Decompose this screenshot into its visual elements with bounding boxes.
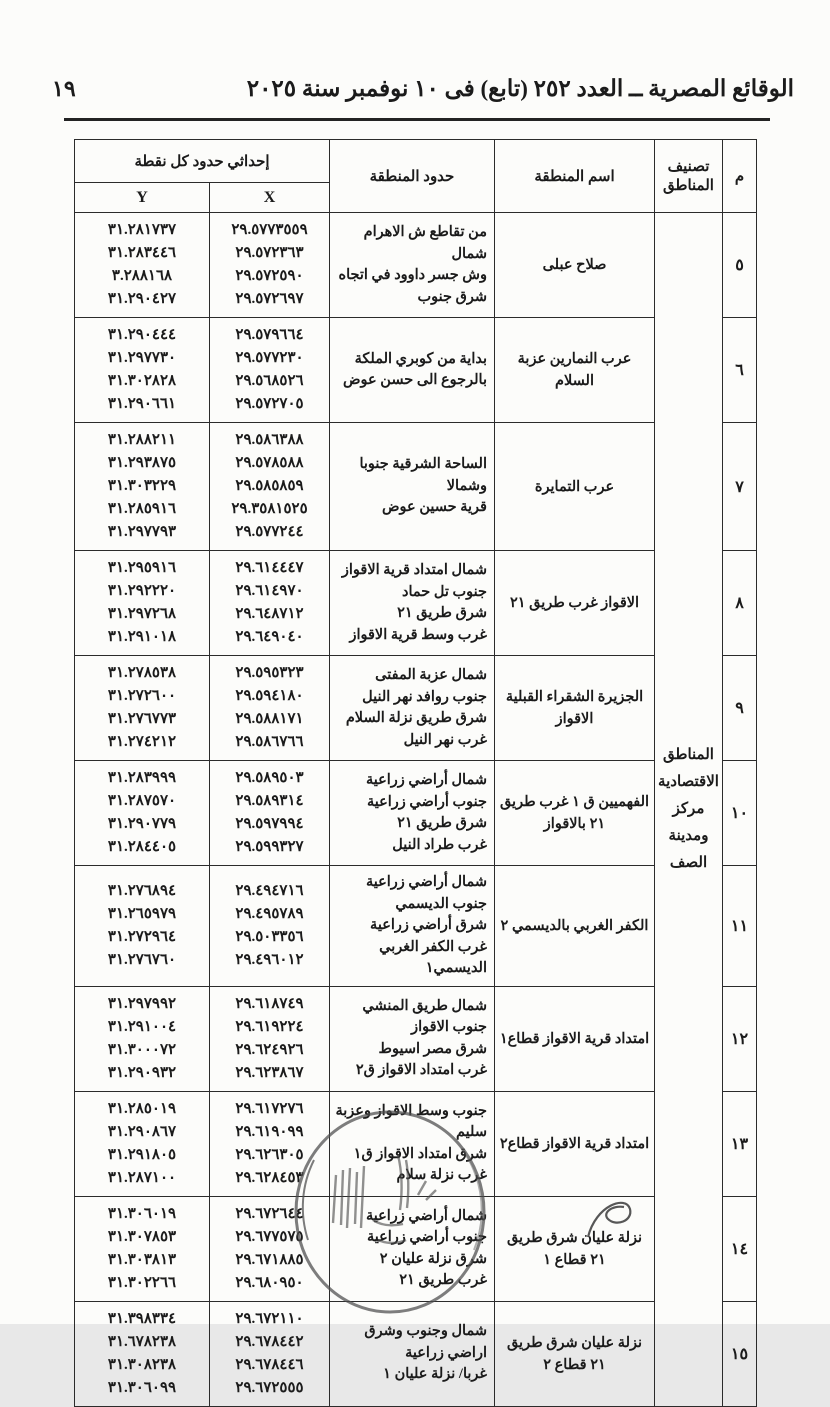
area-name-cell: امتداد قرية الاقواز قطاع٢ [495, 1091, 655, 1196]
boundaries-cell [330, 986, 495, 1091]
col-header-classification: تصنيف المناطق [655, 140, 723, 213]
area-name-cell: الاقواز غرب طريق ٢١ [495, 551, 655, 656]
coord-line: ٢٩.٦٧٨٤٤٢ [235, 1333, 304, 1350]
coord-line: ٣١.٢٩٠٤٢٧ [107, 291, 177, 307]
coord-line: ٣١.٢٩٥٩١٦ [107, 560, 177, 576]
table-row [75, 213, 757, 318]
coord-line: ٢٩.٦٧٢١١٠ [235, 1310, 304, 1327]
boundary-line: غرب طراد النيل [392, 836, 487, 853]
coord-line: ٣١.٢٩١٠٠٤ [107, 1018, 177, 1035]
serial-cell: ٨ [723, 551, 757, 656]
table-row [75, 761, 757, 866]
boundaries-cell [330, 551, 495, 656]
area-name-cell: عرب النمارين عزبة السلام [495, 318, 655, 423]
boundary-line: بداية من كوبري الملكة [354, 350, 487, 367]
coord-line: ٢٩.٥٦٨٥٢٦ [235, 373, 304, 389]
serial-cell: ١٠ [723, 761, 757, 866]
coord-line: ٣١.٢٩٣٨٧٥ [107, 455, 177, 471]
boundaries-table [74, 139, 757, 1407]
y-cell [75, 1301, 210, 1406]
boundary-line: شمال أراضي زراعية [365, 874, 487, 890]
coord-line: ٣١.٢٩٧٢٦٨ [107, 606, 177, 622]
table-row [75, 551, 757, 656]
table-row [75, 318, 757, 423]
boundaries-cell [330, 1196, 495, 1301]
serial-cell: ١٢ [723, 986, 757, 1091]
serial-cell: ١٣ [723, 1091, 757, 1196]
area-name-cell: الجزيرة الشقراء القبلية الاقواز [495, 656, 655, 761]
coord-line: ٢٩.٤٩٥٧٨٩ [235, 905, 304, 922]
boundary-line: شمال أراضي زراعية [365, 772, 487, 788]
coord-line: ٣١.٢٩٠٧٧٩ [107, 816, 177, 832]
boundary-line: غرب طريق ٢١ [399, 1272, 487, 1288]
coord-line: ٢٩.٥٧٢٦٩٧ [235, 291, 304, 307]
boundary-line: جنوب تل حماد [402, 583, 487, 600]
coord-line: ٣١.٢٧٨٥٣٨ [107, 665, 177, 681]
y-cell [75, 318, 210, 423]
coord-line: ٣١.٣٠٢٨٢٨ [107, 373, 177, 389]
coord-line: ٣١.٢٨٣٤٤٦ [107, 245, 177, 261]
coord-line: ٣١.٢٧٦٧٦٠ [107, 951, 177, 968]
boundary-line: جنوب الديسمي [395, 895, 487, 912]
area-name-cell: نزلة عليان شرق طريق ٢١ قطاع ٢ [495, 1301, 655, 1406]
table-row [75, 1301, 757, 1406]
x-cell [210, 551, 330, 656]
coord-line: ٣١.٢٧٤٢١٢ [107, 734, 177, 750]
coord-line: ٣١.٢٨٣٩٩٩ [107, 770, 177, 786]
table-header [75, 140, 757, 213]
coord-line: ٢٩.٤٩٦٠١٢ [235, 951, 304, 968]
coord-line: ٢٩.٦١٨٧٤٩ [235, 995, 304, 1012]
coord-line: ٢٩.٥٩٧٩٩٤ [235, 816, 304, 832]
coord-line: ٣١.٣٠٢٢٦٦ [107, 1274, 177, 1291]
header-rule [64, 118, 770, 121]
coord-line: ٢٩.٦١٧٢٧٦ [235, 1100, 304, 1117]
coord-line: ٢٩.٥٨٨١٧١ [235, 711, 304, 727]
boundary-line: شرق طريق ٢١ [397, 605, 487, 621]
serial-cell: ٧ [723, 423, 757, 551]
boundary-line: شرق جنوب [417, 288, 487, 305]
coord-line: ٣١.٢٩٧٩٩٢ [107, 995, 177, 1012]
serial-cell: ٩ [723, 656, 757, 761]
boundaries-cell [330, 656, 495, 761]
y-cell [75, 551, 210, 656]
coord-line: ٢٩.٥٧٩٦٦٤ [235, 327, 304, 343]
y-cell [75, 423, 210, 551]
gazette-title: الوقائع المصرية ــ العدد ٢٥٢ (تابع) فى ١٠ نوفمبر سنة ٢٠٢٥ [246, 76, 794, 101]
masthead [0, 0, 830, 102]
coord-line: ٣١.٢٨٨٢١١ [107, 432, 177, 448]
boundary-line: شرق امتداد الاقواز ق١ [353, 1145, 487, 1162]
coord-line: ٣١.٣٠٣٢٢٩ [107, 478, 177, 494]
area-name-cell: نزلة عليان شرق طريق ٢١ قطاع ١ [495, 1196, 655, 1301]
coord-line: ٣١.٢٩٢٢٢٠ [107, 583, 177, 599]
col-header-serial: م [723, 140, 757, 213]
coord-line: ٢٩.٦٨٠٩٥٠ [235, 1274, 304, 1291]
coord-line: ٣١.٢٦٥٩٧٩ [107, 905, 177, 922]
boundary-line: جنوب أراضي زراعية [366, 1229, 487, 1245]
boundaries-cell [330, 1091, 495, 1196]
coord-line: ٢٩.٦٢٤٩٢٦ [235, 1041, 304, 1058]
boundaries-cell [330, 1301, 495, 1406]
coord-line: ٣١.٢٨٧١٠٠ [107, 1169, 177, 1186]
boundary-line: وش جسر داوود في اتجاه [338, 267, 487, 283]
col-header-y: Y [75, 183, 210, 213]
x-cell [210, 656, 330, 761]
coord-line: ٢٩.٦١٤٤٤٧ [235, 560, 304, 576]
coord-line: ٢٩.٥٧٢٧٠٥ [235, 396, 304, 412]
coord-line: ٣١.٢٧٦٧٧٣ [107, 711, 177, 727]
coord-line: ٢٩.٥٧٢٥٩٠ [235, 268, 304, 284]
boundary-line: شرق أراضي زراعية [370, 917, 487, 933]
boundary-line: غرب امتداد الاقواز ق٢ [355, 1062, 487, 1078]
y-cell [75, 1091, 210, 1196]
boundary-line: شمال طريق المنشي [362, 997, 487, 1014]
boundary-line: جنوب وسط الاقواز وعزبة سليم [335, 1102, 487, 1140]
serial-cell: ١٤ [723, 1196, 757, 1301]
boundaries-cell [330, 761, 495, 866]
coord-line: ٢٩.٤٩٤٧١٦ [235, 882, 304, 899]
coord-line: ٢٩.٥٧٧٣٥٥٩ [231, 222, 308, 238]
x-cell [210, 1091, 330, 1196]
boundary-line: غرب وسط قرية الاقواز [349, 626, 487, 643]
coord-line: ٢٩.٥٨٩٥٠٣ [235, 770, 304, 786]
coord-line: ٣١.٢٧٢٩٦٤ [107, 928, 177, 945]
coord-line: ٣١.٢٨١٧٣٧ [107, 222, 177, 238]
coord-line: ٢٩.٥٧٨٥٨٨ [235, 455, 304, 471]
boundaries-cell [330, 866, 495, 987]
coord-line: ٣١.٢٩٠٦٦١ [107, 396, 177, 412]
boundary-line: جنوب روافد نهر النيل [362, 688, 487, 705]
boundary-line: غرب نزلة سلام [396, 1167, 487, 1183]
boundary-line: من تقاطع ش الاهرام شمال [363, 224, 487, 262]
col-header-boundaries: حدود المنطقة [330, 140, 495, 213]
y-cell [75, 866, 210, 987]
coord-line: ٢٩.٦١٩٠٩٩ [235, 1123, 304, 1140]
boundary-line: جنوب الاقواز [411, 1019, 487, 1035]
coord-line: ٣١.٣٠٠٠٧٢ [107, 1041, 177, 1058]
coord-line: ٢٩.٦٢٨٤٥٣ [235, 1169, 304, 1186]
boundary-line: بالرجوع الى حسن عوض [343, 372, 487, 388]
coord-line: ٣.٢٨٨١٦٨ [111, 268, 173, 284]
coord-line: ٢٩.٦١٩٢٢٤ [235, 1018, 304, 1035]
page-number: ١٩ [52, 76, 76, 101]
y-cell [75, 213, 210, 318]
boundary-line: جنوب أراضي زراعية [366, 793, 487, 810]
table-row [75, 423, 757, 551]
coord-line: ٣١.٢٩٠٩٣٢ [107, 1064, 177, 1081]
coord-line: ٣١.٢٧٦٨٩٤ [107, 882, 177, 899]
area-name-cell: عرب التمايرة [495, 423, 655, 551]
boundaries-cell [330, 423, 495, 551]
coord-line: ٢٩.٥٨٩٣١٤ [235, 793, 304, 809]
boundary-line: شمال أراضي زراعية [365, 1207, 487, 1224]
coord-line: ٢٩.٦٧٨٤٤٦ [235, 1356, 304, 1373]
coord-line: ٣١.٢٩٠٨٦٧ [107, 1123, 177, 1140]
table-body [75, 213, 757, 1407]
boundary-line: شرق مصر اسيوط [378, 1040, 487, 1057]
x-cell [210, 866, 330, 987]
serial-cell: ١٥ [723, 1301, 757, 1406]
col-header-area-name: اسم المنطقة [495, 140, 655, 213]
x-cell [210, 1301, 330, 1406]
boundaries-cell [330, 213, 495, 318]
boundary-line: شرق نزلة عليان ٢ [379, 1250, 487, 1267]
coord-line: ٢٩.٦٧٧٥٧٥ [235, 1228, 304, 1245]
coord-line: ٣١.٢٩٧٧٣٠ [107, 350, 177, 366]
coord-line: ٣١.٢٨٥٠١٩ [107, 1100, 177, 1117]
coord-line: ٢٩.٥٩٤١٨٠ [235, 688, 304, 704]
y-cell [75, 761, 210, 866]
coord-line: ٣١.٢٧٢٦٠٠ [107, 688, 177, 704]
y-cell [75, 986, 210, 1091]
coord-line: ٢٩.٥٨٥٨٥٩ [235, 478, 304, 494]
boundaries-cell [330, 318, 495, 423]
x-cell [210, 423, 330, 551]
coord-line: ٢٩.٥٠٣٣٥٦ [235, 928, 304, 945]
coord-line: ٢٩.٦٢٦٣٠٥ [235, 1146, 304, 1163]
coord-line: ٢٩.٦٧١٨٨٥ [235, 1251, 304, 1268]
area-name-cell: صلاح عبلى [495, 213, 655, 318]
boundary-line: شمال وجنوب وشرق اراضي زراعية [364, 1323, 487, 1361]
x-cell [210, 318, 330, 423]
boundary-line: غربا/ نزلة عليان ١ [383, 1366, 487, 1383]
boundary-line: غرب نهر النيل [403, 731, 487, 748]
serial-cell: ٥ [723, 213, 757, 318]
boundary-line: شرق طريق ٢١ [397, 815, 487, 831]
boundary-line: شمال امتداد قرية الاقواز [341, 562, 487, 578]
x-cell [210, 986, 330, 1091]
table-row [75, 656, 757, 761]
coord-line: ٢٩.٦٧٢٥٥٥ [235, 1379, 304, 1396]
coord-line: ٢٩.٦٤٨٧١٢ [235, 606, 304, 622]
coord-line: ٢٩.٦٧٢٦٤٤ [235, 1205, 304, 1222]
coord-line: ٢٩.٥٧٧٢٣٠ [235, 350, 304, 366]
coord-line: ٣١.٣٠٨٢٣٨ [107, 1356, 177, 1373]
x-cell [210, 1196, 330, 1301]
coord-line: ٣١.٢٩١٨٠٥ [107, 1146, 177, 1163]
coord-line: ٣١.٢٨٥٩١٦ [107, 501, 177, 517]
boundary-line: غرب الكفر الغربي الديسمي١ [379, 938, 487, 976]
coord-line: ٣١.٢٨٤٤٠٥ [107, 839, 177, 855]
coord-line: ٣١.٣٠٣٨١٣ [107, 1251, 177, 1268]
boundary-line: شمال عزبة المفتى [375, 667, 487, 683]
y-cell [75, 1196, 210, 1301]
coord-line: ٣١.٣٠٦٠٩٩ [107, 1379, 177, 1396]
boundary-line: قرية حسين عوض [382, 499, 487, 516]
boundary-line: شرق طريق نزلة السلام [345, 710, 487, 726]
coord-line: ٣١.٣٩٨٣٣٤ [107, 1310, 177, 1327]
coord-line: ٢٩.٥٨٦٣٨٨ [235, 432, 304, 448]
coord-line: ٢٩.٦١٤٩٧٠ [235, 583, 304, 599]
classification-cell: المناطق الاقتصادية مركز ومدينة الصف [655, 213, 723, 1407]
serial-cell: ١١ [723, 866, 757, 987]
area-name-cell: الفهميين ق ١ غرب طريق ٢١ بالاقواز [495, 761, 655, 866]
coord-line: ٢٩.٣٥٨١٥٢٥ [231, 501, 308, 517]
x-cell [210, 761, 330, 866]
coord-line: ٢٩.٦٤٩٠٤٠ [235, 629, 304, 645]
coord-line: ٢٩.٥٩٩٣٢٧ [235, 839, 304, 855]
coord-line: ٢٩.٥٧٢٣٦٣ [235, 245, 304, 261]
coord-line: ٣١.٣٠٧٨٥٣ [107, 1228, 177, 1245]
table-row [75, 866, 757, 987]
y-cell [75, 656, 210, 761]
coord-line: ٣١.٢٩٠٤٤٤ [107, 327, 177, 343]
coord-line: ٣١.٣٠٦٠١٩ [107, 1205, 177, 1222]
coord-line: ٣١.٦٧٨٢٣٨ [107, 1333, 177, 1350]
coord-line: ٢٩.٥٩٥٣٢٣ [235, 665, 304, 681]
x-cell [210, 213, 330, 318]
coord-line: ٢٩.٦٢٣٨٦٧ [235, 1064, 304, 1081]
table-row [75, 986, 757, 1091]
table-row [75, 1196, 757, 1301]
coord-line: ٣١.٢٨٧٥٧٠ [107, 793, 177, 809]
col-header-x: X [210, 183, 330, 213]
col-header-coordinates: إحداثي حدود كل نقطة [75, 140, 330, 183]
area-name-cell: الكفر الغربي بالديسمي ٢ [495, 866, 655, 987]
coord-line: ٣١.٢٩١٠١٨ [107, 629, 177, 645]
boundary-line: الساحة الشرقية جنوبا وشمالا [359, 456, 487, 494]
coord-line: ٢٩.٥٨٦٧٦٦ [235, 734, 304, 750]
coord-line: ٢٩.٥٧٧٢٤٤ [235, 524, 304, 540]
coord-line: ٣١.٢٩٧٧٩٣ [107, 524, 177, 540]
serial-cell: ٦ [723, 318, 757, 423]
area-name-cell: امتداد قرية الاقواز قطاع١ [495, 986, 655, 1091]
table-row [75, 1091, 757, 1196]
